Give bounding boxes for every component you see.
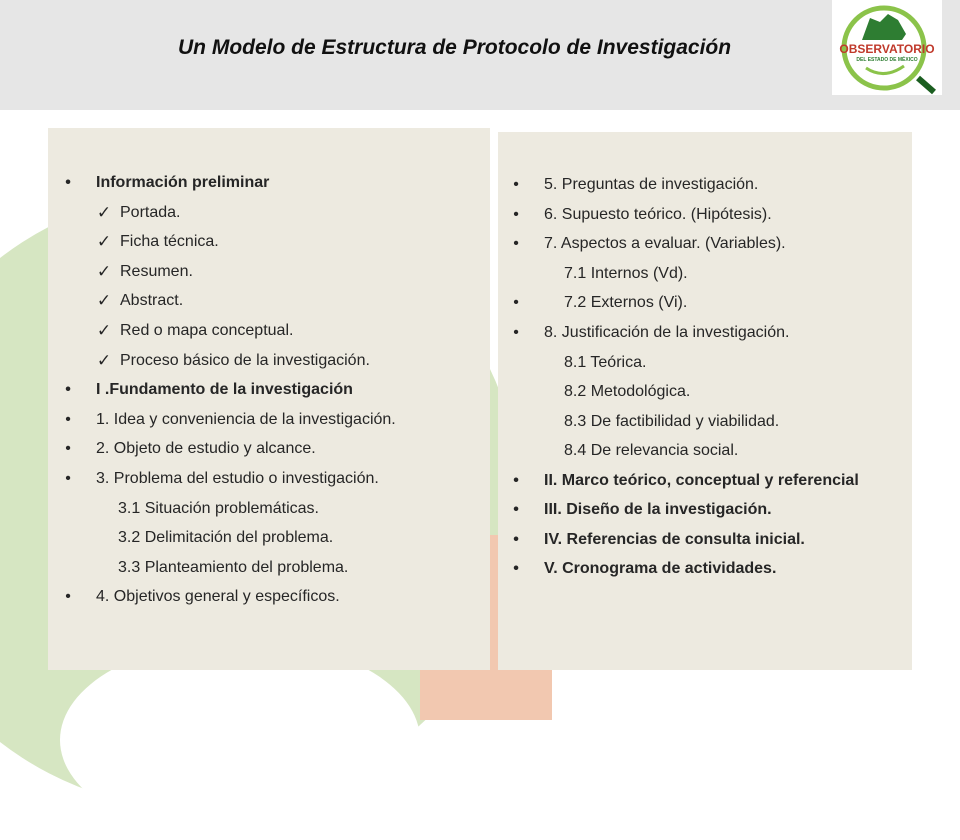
bullet-icon: •: [513, 176, 519, 193]
decorative-white-shape: [60, 640, 420, 840]
list-item-text: 3. Problema del estudio o investigación.: [96, 469, 379, 487]
list-item-text: 8.4 De relevancia social.: [564, 442, 739, 460]
bullet-icon: •: [65, 469, 71, 487]
list-item-text: 5. Preguntas de investigación.: [544, 176, 759, 193]
list-item-text: 4. Objetivos general y específicos.: [96, 588, 340, 606]
list-item: [510, 259, 910, 289]
list-item: [62, 553, 482, 583]
checkmark-icon: ✓: [96, 350, 112, 370]
list-item-text: 8.1 Teórica.: [564, 353, 647, 371]
right-content-panel: [498, 132, 912, 670]
list-item: [62, 434, 482, 464]
list-item: [510, 436, 910, 466]
list-item: [62, 346, 482, 376]
header-bar: [0, 0, 960, 110]
list-item: [510, 318, 910, 348]
bullet-icon: •: [513, 560, 519, 578]
list-item-text: II. Marco teórico, conceptual y referencial: [544, 471, 859, 489]
list-item-text: 2. Objeto de estudio y alcance.: [96, 440, 316, 458]
left-content-panel: [48, 128, 490, 670]
list-item-text: 3.2 Delimitación del problema.: [118, 529, 334, 547]
list-item: [62, 286, 482, 316]
list-item-text: I .Fundamento de la investigación: [96, 381, 353, 399]
list-item: [62, 227, 482, 257]
observatorio-logo: [832, 0, 942, 95]
list-item-text: III. Diseño de la investigación.: [544, 500, 772, 518]
list-item-text: Proceso básico de la investigación.: [120, 351, 370, 369]
list-item: [62, 464, 482, 494]
list-item-text: 1. Idea y conveniencia de la investigación.: [96, 410, 396, 428]
list-item: [62, 316, 482, 346]
logo-name: OBSERVATORIO: [839, 42, 935, 56]
bullet-icon: •: [65, 410, 71, 428]
bullet-icon: •: [65, 588, 71, 606]
list-item-text: 7.2 Externos (Vi).: [564, 294, 688, 312]
list-item: [510, 554, 910, 584]
bullet-icon: •: [513, 471, 519, 489]
list-item-text: Abstract.: [120, 292, 184, 310]
list-item: [62, 257, 482, 287]
list-item: [510, 495, 910, 525]
bullet-icon: •: [65, 381, 71, 399]
list-item: [62, 168, 482, 198]
list-item: [62, 198, 482, 228]
bullet-icon: •: [513, 235, 519, 253]
bullet-icon: •: [65, 174, 71, 191]
list-item-text: Ficha técnica.: [120, 233, 219, 251]
list-item-text: 3.3 Planteamiento del problema.: [118, 558, 349, 576]
checkmark-icon: ✓: [96, 291, 112, 311]
list-item: [62, 523, 482, 553]
list-item: [510, 525, 910, 555]
list-item: [510, 170, 910, 200]
list-item-text: 6. Supuesto teórico. (Hipótesis).: [544, 205, 772, 223]
list-item-text: IV. Referencias de consulta inicial.: [544, 530, 805, 548]
list-item: [62, 375, 482, 405]
list-item: [510, 288, 910, 318]
list-item: [62, 494, 482, 524]
list-item: [510, 229, 910, 259]
list-item: [510, 200, 910, 230]
list-item-text: 8. Justificación de la investigación.: [544, 323, 790, 341]
list-item-text: Resumen.: [120, 262, 193, 280]
bullet-icon: •: [513, 500, 519, 518]
slide-title: Un Modelo de Estructura de Protocolo de Investigación: [178, 36, 732, 59]
right-list: [510, 170, 910, 584]
bullet-icon: •: [513, 205, 519, 223]
bullet-icon: •: [65, 440, 71, 458]
checkmark-icon: ✓: [96, 320, 112, 340]
list-item-text: V. Cronograma de actividades.: [544, 560, 777, 578]
list-item-text: 7.1 Internos (Vd).: [564, 264, 688, 282]
list-item-text: Portada.: [120, 203, 181, 221]
bullet-icon: •: [513, 323, 519, 341]
list-item: [510, 407, 910, 437]
checkmark-icon: ✓: [96, 202, 112, 222]
list-item-text: 8.3 De factibilidad y viabilidad.: [564, 412, 780, 430]
checkmark-icon: ✓: [96, 232, 112, 252]
checkmark-icon: ✓: [96, 261, 112, 281]
list-item: [62, 405, 482, 435]
list-item: [510, 348, 910, 378]
logo-subtitle: DEL ESTADO DE MÉXICO: [856, 57, 918, 63]
bullet-icon: •: [513, 294, 519, 312]
list-item-text: Información preliminar: [96, 174, 270, 191]
list-item: [510, 377, 910, 407]
list-item-text: 8.2 Metodológica.: [564, 383, 691, 401]
list-item-text: 7. Aspectos a evaluar. (Variables).: [544, 235, 786, 253]
list-item-text: 3.1 Situación problemáticas.: [118, 499, 319, 517]
list-item: [62, 582, 482, 612]
list-item: [510, 466, 910, 495]
left-list: [62, 168, 482, 612]
bullet-icon: •: [513, 530, 519, 548]
list-item-text: Red o mapa conceptual.: [120, 321, 294, 339]
